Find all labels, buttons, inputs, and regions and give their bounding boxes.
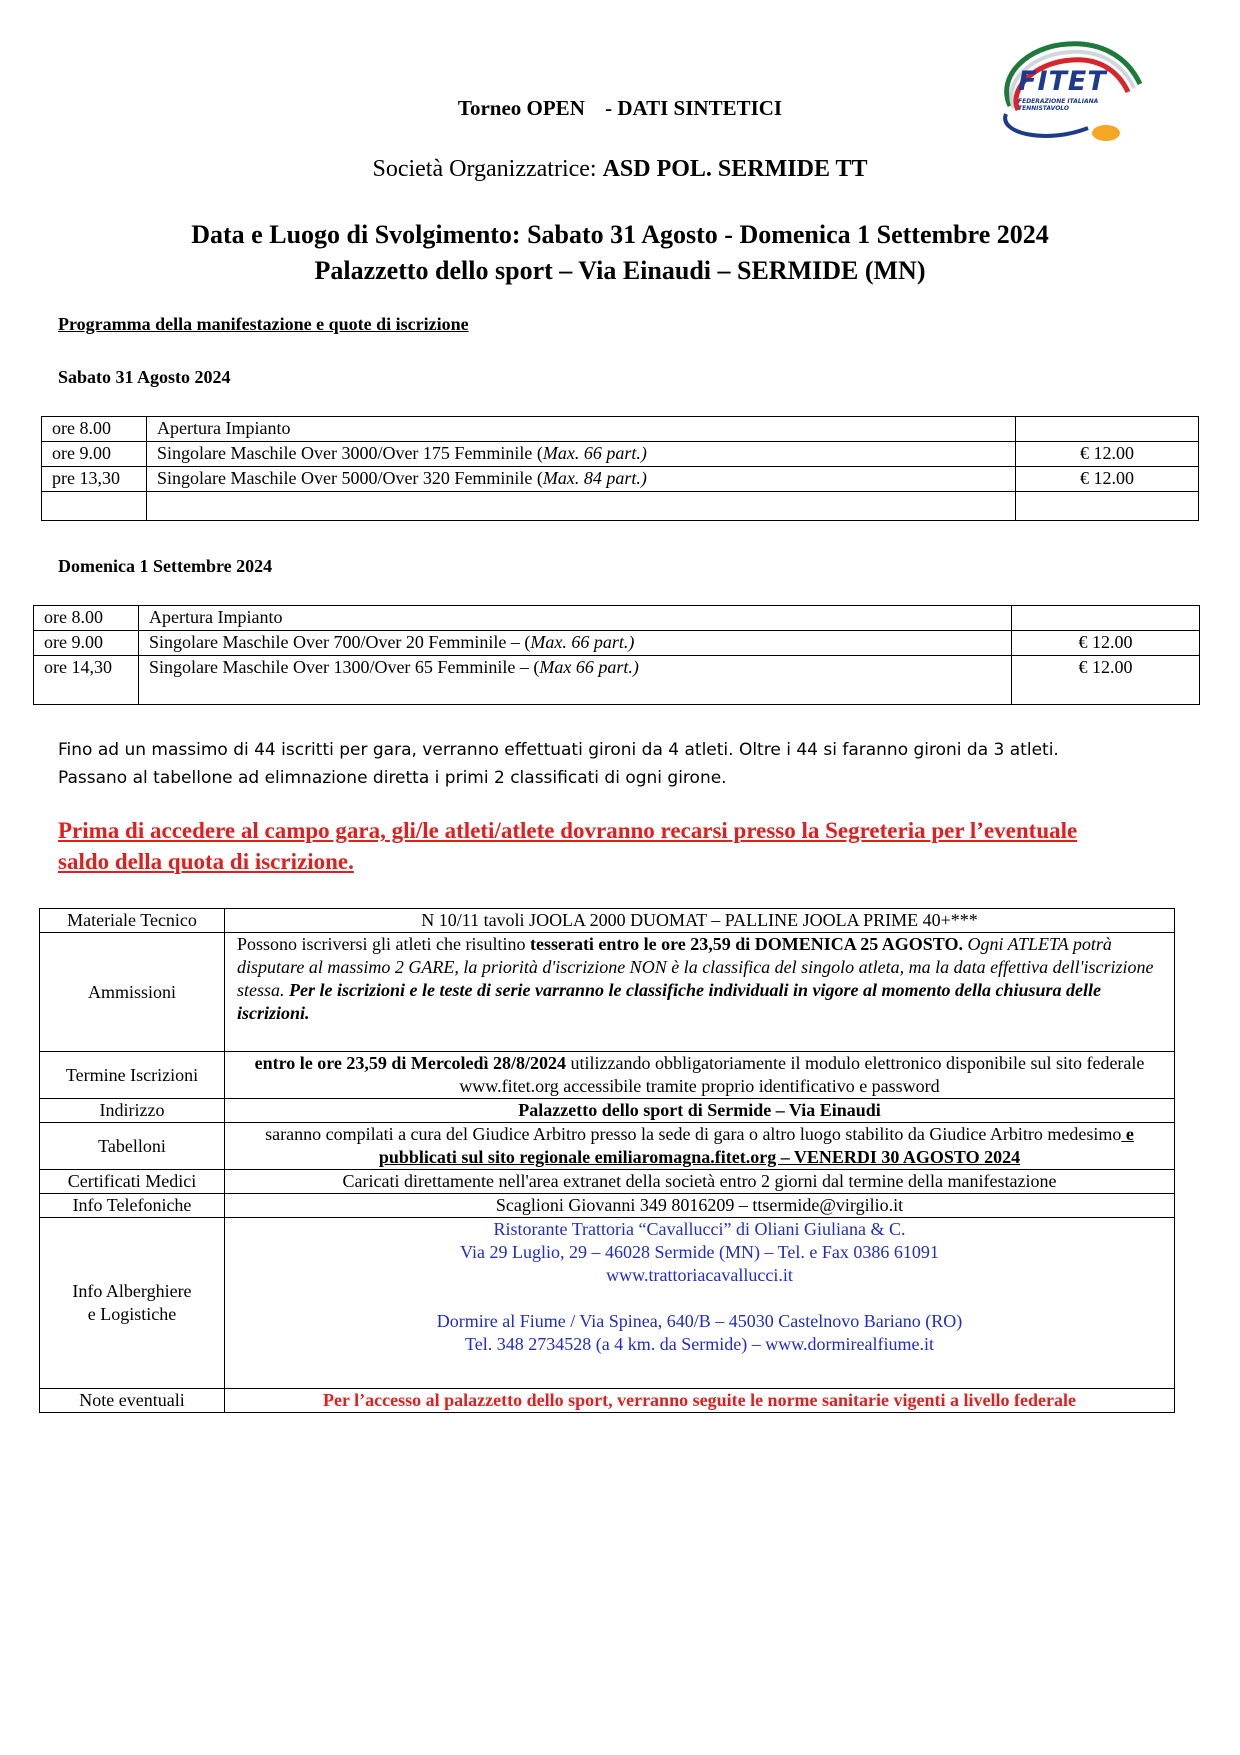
fee-cell (1016, 492, 1199, 521)
fitet-logo (988, 36, 1154, 146)
fee-cell: € 12.00 (1012, 656, 1200, 705)
sunday-heading: Domenica 1 Settembre 2024 (58, 556, 273, 576)
table-row (40, 909, 1175, 933)
table-row (40, 1389, 1175, 1413)
date-line: Data e Luogo di Svolgimento: Sabato 31 Agosto - Domenica 1 Settembre 2024 (191, 220, 1049, 249)
note-line-2: Passano al tabellone ad elimnazione diretta i primi 2 classificati di ogni girone. (58, 768, 727, 788)
organizer-value: ASD POL. SERMIDE TT (602, 156, 868, 182)
time-cell: ore 8.00 (42, 417, 147, 442)
saturday-heading: Sabato 31 Agosto 2024 (58, 367, 231, 387)
info-label: Materiale Tecnico (40, 909, 225, 933)
table-row (42, 442, 1199, 467)
title-main: Torneo OPEN (457, 96, 585, 120)
warning-line-1: Prima di accedere al campo gara, gli/le atleti/atlete dovranno recarsi presso la Segreteria per l’eventuale (58, 818, 1078, 843)
time-cell: pre 13,30 (42, 467, 147, 492)
note-line-1: Fino ad un massimo di 44 iscritti per gara, verranno effettuati gironi da 4 atleti. Oltre i 44 si faranno gironi da 3 atleti. (58, 740, 1059, 760)
fee-cell (1016, 417, 1199, 442)
info-table (39, 908, 1175, 1413)
table-row (42, 492, 1199, 521)
info-value: entro le ore 23,59 di Mercoledì 28/8/2024 utilizzando obbligatoriamente il modulo elettronico disponibile sul sito federale www.fitet.org accessibile tramite proprio identificativo e password (225, 1052, 1175, 1099)
info-value: Per l’accesso al palazzetto dello sport, verranno seguite le norme sanitarie vigenti a livello federale (225, 1389, 1175, 1413)
info-label: Termine Iscrizioni (40, 1052, 225, 1099)
info-value: Caricati direttamente nell'area extranet della società entro 2 giorni dal termine della manifestazione (225, 1170, 1175, 1194)
logo-subtext: FEDERAZIONE ITALIANA TENNISTAVOLO (1018, 98, 1099, 112)
table-row (40, 933, 1175, 1052)
title-sub: - DATI SINTETICI (605, 96, 783, 120)
time-cell: ore 9.00 (34, 631, 139, 656)
info-label: Certificati Medici (40, 1170, 225, 1194)
table-row (42, 417, 1199, 442)
table-row (40, 1099, 1175, 1123)
time-cell: ore 8.00 (34, 606, 139, 631)
table-row (34, 606, 1200, 631)
info-label: Info Telefoniche (40, 1194, 225, 1218)
event-cell: Singolare Maschile Over 5000/Over 320 Femminile (Max. 84 part.) (147, 467, 1016, 492)
time-cell: ore 14,30 (34, 656, 139, 705)
info-label: Note eventuali (40, 1389, 225, 1413)
fee-cell (1012, 606, 1200, 631)
info-label: Ammissioni (40, 933, 225, 1052)
info-label: Tabelloni (40, 1123, 225, 1170)
table-row (40, 1123, 1175, 1170)
warning-line-2: saldo della quota di iscrizione. (58, 849, 354, 874)
fee-cell: € 12.00 (1012, 631, 1200, 656)
saturday-schedule-table (41, 416, 1199, 521)
info-value: N 10/11 tavoli JOOLA 2000 DUOMAT – PALLINE JOOLA PRIME 40+*** (225, 909, 1175, 933)
info-value: saranno compilati a cura del Giudice Arbitro presso la sede di gara o altro luogo stabilito da Giudice Arbitro medesimo e pubblicati sul sito regionale emiliaromagna.fitet.org – VENERDI 30 AGOSTO 2024 (225, 1123, 1175, 1170)
event-cell: Singolare Maschile Over 700/Over 20 Femminile – (Max. 66 part.) (139, 631, 1012, 656)
info-value: Scaglioni Giovanni 349 8016209 – ttsermide@virgilio.it (225, 1194, 1175, 1218)
event-cell: Apertura Impianto (147, 417, 1016, 442)
table-row (40, 1218, 1175, 1389)
info-value: Palazzetto dello sport di Sermide – Via Einaudi (225, 1099, 1175, 1123)
info-label: Info Alberghiere e Logistiche (40, 1218, 225, 1389)
table-row (34, 631, 1200, 656)
program-heading: Programma della manifestazione e quote di iscrizione (58, 314, 469, 334)
event-cell: Singolare Maschile Over 1300/Over 65 Femminile – (Max 66 part.) (139, 656, 1012, 705)
document-title (0, 96, 1240, 121)
fee-cell: € 12.00 (1016, 442, 1199, 467)
table-row (40, 1052, 1175, 1099)
organizer-label: Società Organizzatrice: (372, 156, 597, 182)
organizer-line (0, 156, 1240, 183)
event-cell: Apertura Impianto (139, 606, 1012, 631)
sunday-schedule-table (33, 605, 1200, 705)
table-row (40, 1170, 1175, 1194)
info-label: Indirizzo (40, 1099, 225, 1123)
info-value: Possono iscriversi gli atleti che risultino tesserati entro le ore 23,59 di DOMENICA 25 AGOSTO. Ogni ATLETA potrà disputare al massimo 2 GARE, la priorità d'iscrizione NON è la classifica del singolo atleta, ma la data effettiva dell'iscrizione stessa. Per le iscrizioni e le teste di serie varranno le classifiche individuali in vigore al momento della chiusura delle iscrizioni. (225, 933, 1175, 1052)
table-row (42, 467, 1199, 492)
event-cell: Singolare Maschile Over 3000/Over 175 Femminile (Max. 66 part.) (147, 442, 1016, 467)
event-cell (147, 492, 1016, 521)
table-row (34, 656, 1200, 705)
table-row (40, 1194, 1175, 1218)
time-cell: ore 9.00 (42, 442, 147, 467)
time-cell (42, 492, 147, 521)
info-value: Ristorante Trattoria “Cavallucci” di Oliani Giuliana & C. Via 29 Luglio, 29 – 46028 Sermide (MN) – Tel. e Fax 0386 61091 www.trattoriacavallucci.it Dormire al Fiume / Via Spinea, 640/B – 45030 Castelnovo Bariano (RO) Tel. 348 2734528 (a 4 km. da Sermide) – www.dormirealfiume.it (225, 1218, 1175, 1389)
fee-cell: € 12.00 (1016, 467, 1199, 492)
place-line: Palazzetto dello sport – Via Einaudi – SERMIDE (MN) (314, 256, 926, 285)
logo-text: FITET (1018, 66, 1107, 97)
